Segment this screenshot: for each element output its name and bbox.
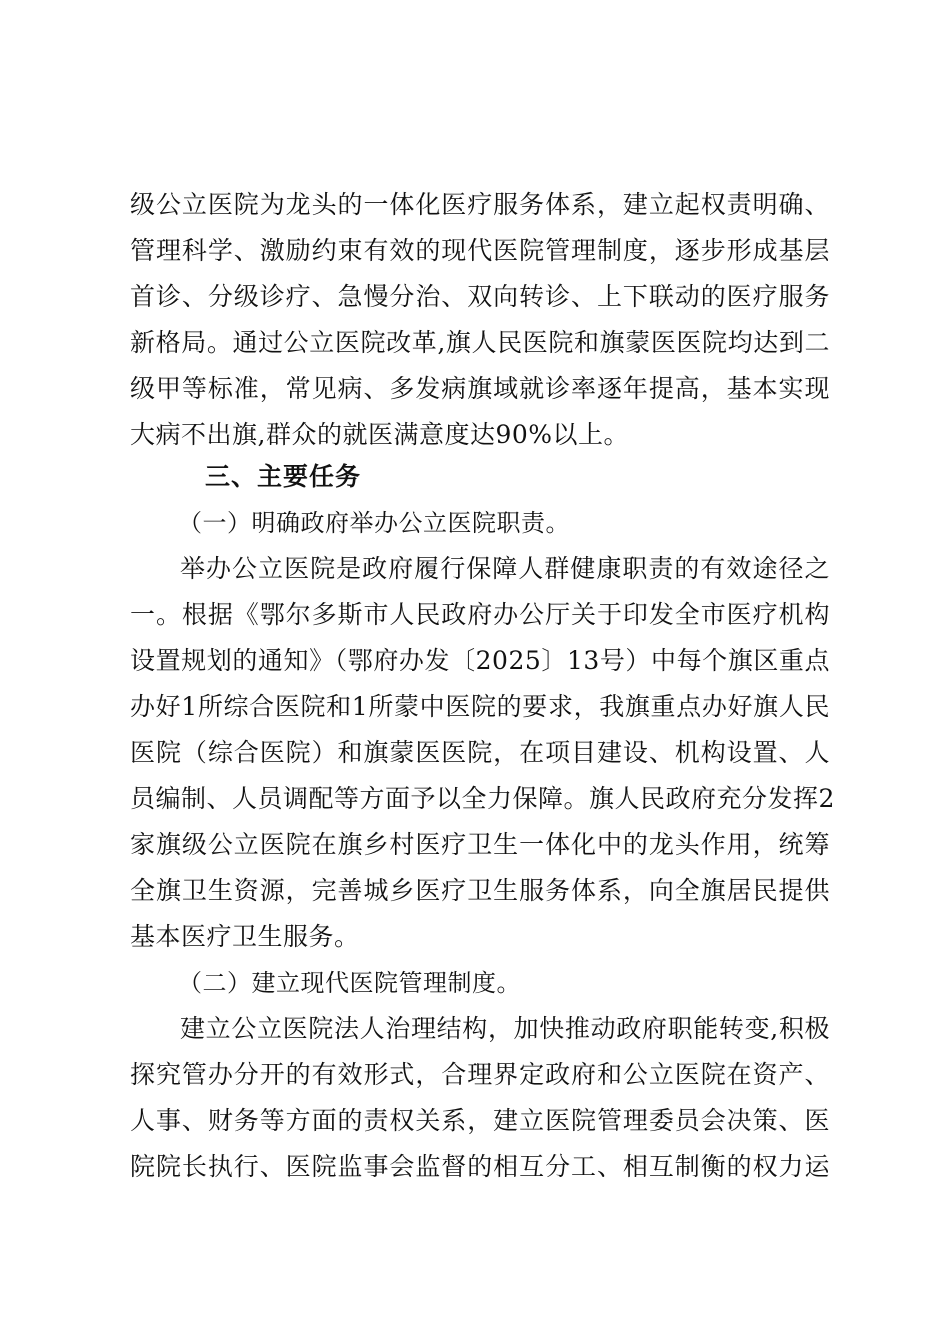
subsection-1-line-9: 基本医疗卫生服务。	[130, 922, 360, 951]
subsection-1-line-3: 设置规划的通知》（鄂府办发〔2025〕13号）中每个旗区重点	[130, 646, 830, 675]
paragraph-1-line-4: 新格局。通过公立医院改革,旗人民医院和旗蒙医医院均达到二	[130, 328, 830, 357]
subsection-1-line-2: 一。根据《鄂尔多斯市人民政府办公厅关于印发全市医疗机构	[130, 600, 830, 629]
subsection-1-line-6: 员编制、人员调配等方面予以全力保障。旗人民政府充分发挥2	[130, 784, 835, 813]
subsection-2-title: （二）建立现代医院管理制度。	[178, 969, 521, 997]
subsection-1-line-4: 办好1所综合医院和1所蒙中医院的要求，我旗重点办好旗人民	[130, 692, 830, 721]
subsection-2-line-4: 院院长执行、医院监事会监督的相互分工、相互制衡的权力运	[130, 1152, 830, 1181]
subsection-1-line-5: 医院（综合医院）和旗蒙医医院，在项目建设、机构设置、人	[130, 738, 830, 767]
subsection-1-line-8: 全旗卫生资源，完善城乡医疗卫生服务体系，向全旗居民提供	[130, 876, 830, 905]
subsection-2-line-2: 探究管办分开的有效形式，合理界定政府和公立医院在资产、	[130, 1060, 830, 1089]
section-heading: 三、主要任务	[205, 462, 362, 491]
paragraph-1-line-5: 级甲等标准，常见病、多发病旗域就诊率逐年提高，基本实现	[130, 374, 830, 403]
subsection-2-line-1: 建立公立医院法人治理结构，加快推动政府职能转变,积极	[180, 1014, 830, 1043]
paragraph-1-line-6: 大病不出旗,群众的就医满意度达90%以上。	[130, 420, 630, 449]
subsection-2-line-3: 人事、财务等方面的责权关系，建立医院管理委员会决策、医	[130, 1106, 830, 1135]
paragraph-1-line-3: 首诊、分级诊疗、急慢分治、双向转诊、上下联动的医疗服务	[130, 282, 830, 311]
paragraph-1-line-1: 级公立医院为龙头的一体化医疗服务体系，建立起权责明确、	[130, 190, 830, 219]
subsection-1-title: （一）明确政府举办公立医院职责。	[178, 509, 570, 537]
subsection-1-line-7: 家旗级公立医院在旗乡村医疗卫生一体化中的龙头作用，统筹	[130, 830, 830, 859]
subsection-1-line-1: 举办公立医院是政府履行保障人群健康职责的有效途径之	[180, 554, 830, 583]
paragraph-1-line-2: 管理科学、激励约束有效的现代医院管理制度，逐步形成基层	[130, 236, 830, 265]
